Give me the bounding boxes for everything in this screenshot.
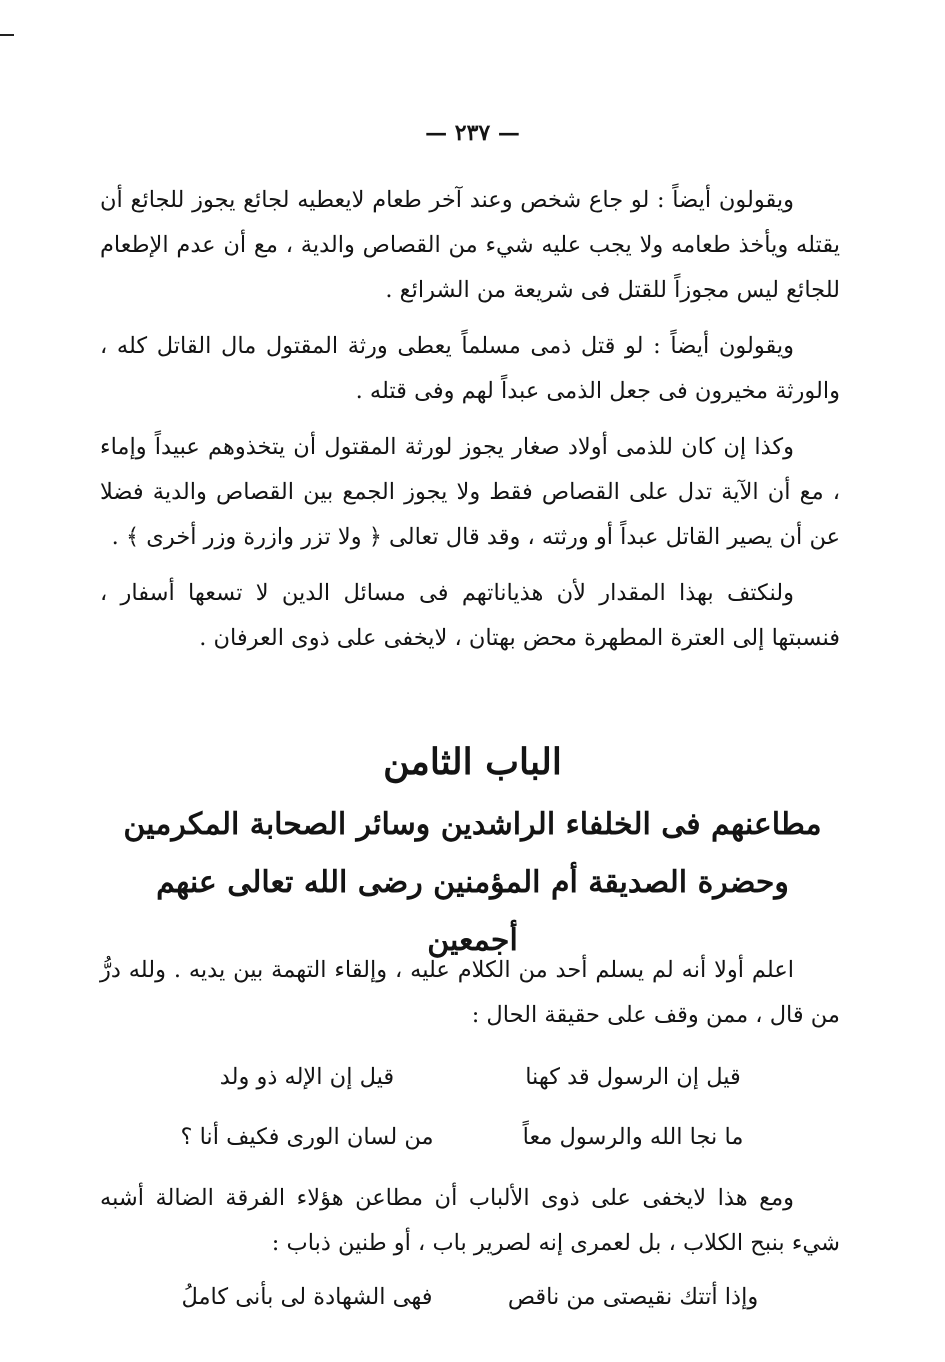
verse-hemistich: فهى الشهادة لى بأنى كاملُ xyxy=(181,1284,433,1310)
main-text xyxy=(100,178,840,672)
paragraph: ولنكتف بهذا المقدار لأن هذياناتهم فى مسائل الدين لا تسعها أسفار ، فنسبتها إلى العترة المطهرة محض بهتان ، لايخفى على ذوى العرفان . xyxy=(100,580,840,651)
intro-paragraph: اعلم أولا أنه لم يسلم أحد من الكلام عليه ، وإلقاء التهمة بين يديه . ولله درُّ من قال ، ممن وقف على حقيقة الحال : xyxy=(100,957,840,1028)
verse-hemistich: وإذا أتتك نقيصتى من ناقص xyxy=(507,1284,759,1310)
verse-hemistich: ما نجا الله والرسول معاً xyxy=(522,1124,744,1150)
verse-hemistich: من لسان الورى فكيف أنا ؟ xyxy=(180,1124,434,1150)
chapter-heading xyxy=(120,728,825,970)
verse-line xyxy=(100,1112,840,1162)
paragraph: ويقولون أيضاً : لو قتل ذمى مسلماً يعطى ورثة المقتول مال القاتل كله ، والورثة مخيرون فى جعل الذمى عبداً لهم وفى قتله . xyxy=(100,333,840,404)
paragraph: وكذا إن كان للذمى أولاد صغار يجوز لورثة المقتول أن يتخذوهم عبيداً وإماء ، مع أن الآية تدل على القصاص فقط ولا يجوز الجمع بين القصاص والدية فضلا عن أن يصير القاتل عبداً أو ورثته ، وقد قال تعالى ﴿ ولا تزر وازرة وزر أخرى ﴾ . xyxy=(100,434,840,550)
verse-hemistich: قيل إن الرسول قد كهنا xyxy=(525,1064,741,1090)
verse-line xyxy=(100,1052,840,1102)
verse-line xyxy=(100,1272,840,1322)
paragraph: ويقولون أيضاً : لو جاع شخص وعند آخر طعام لايعطيه لجائع يجوز للجائع أن يقتله ويأخذ طعامه ولا يجب عليه شيء من القصاص والدية ، مع أن عدم الإطعام للجائع ليس مجوزاً للقتل فى شريعة من الشرائع . xyxy=(100,187,840,303)
closing-paragraph: ومع هذا لايخفى على ذوى الألباب أن مطاعن هؤلاء الفرقة الضالة أشبه شيء بنبح الكلاب ، بل لعمرى إنه لصرير باب ، أو طنين ذباب : xyxy=(100,1185,840,1256)
chapter-body xyxy=(100,948,840,1332)
verse-hemistich: قيل إن الإله ذو ولد xyxy=(219,1064,395,1090)
chapter-subtitle: مطاعنهم فى الخلفاء الراشدين وسائر الصحابة المكرمين xyxy=(123,807,822,842)
chapter-subtitle: وحضرة الصديقة أم المؤمنين رضى الله تعالى عنهم أجمعين xyxy=(156,865,789,958)
margin-mark xyxy=(0,34,14,36)
page-number: — ٢٣٧ — xyxy=(425,120,520,146)
poem xyxy=(100,1052,840,1162)
chapter-title: الباب الثامن xyxy=(383,741,562,783)
